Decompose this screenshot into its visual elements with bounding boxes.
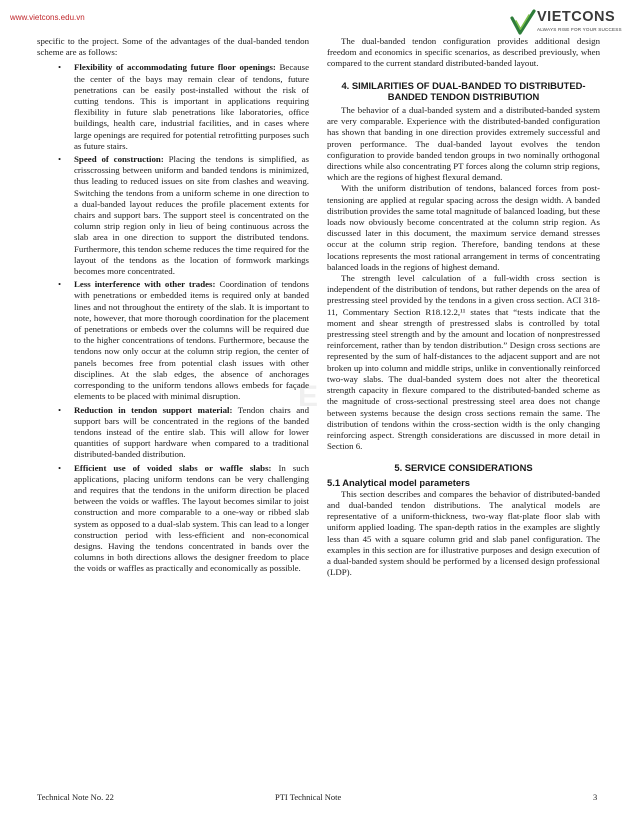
logo-tagline: ALWAYS RISE FOR YOUR SUCCESS xyxy=(537,27,622,32)
bullet-text: Because the center of the bays may remain clear of tendons, future penetrations can be easily post-installed without the risk of cutting tendons. This is important in applications requiring flexibility in future slab penetrations like laboratories, office buildings, health care, industrial facilities, and in cases where large openings are required for potential retrofitting purposes such as future stairs. xyxy=(74,62,309,151)
logo-name: VIETCONS xyxy=(537,9,616,25)
bullet-text: Coordination of tendons with penetrations or embedded items is required only at banded lines and not throughout the entirety of the slab. It is important to note, however, that more thorough coordination for the placement of penetrations or embeds over the columns will be required due to the higher concentrations of tendons. Furthermore, because the tendons now only occur at the column strip region, the center of panels becomes free from potential clash issues with other disciplines. At the slab edges, the absence of anchorages corresponding to the uniform tendons allows embeds for façade elements to be placed with minimal disruption. xyxy=(74,279,309,402)
website-url[interactable]: www.vietcons.edu.vn xyxy=(10,13,85,22)
intro-paragraph: specific to the project. Some of the advantages of the dual-banded tendon scheme are as follows: xyxy=(37,36,309,58)
footer-title: PTI Technical Note xyxy=(275,792,342,802)
bullet: • xyxy=(58,404,62,415)
paragraph: This section describes and compares the behavior of distributed-banded and dual-banded tendon distributions. The analytical models are representative of a uniform-thickness, two-way flat-plate floor slab with uniform applied loading. The span-depth ratios in the examples are slightly less than 45 with a square column grid and slab panel configuration. The examples in this section are for illustrative purposes and design execution of a dual-banded system should be performed by a licensed design professional (LDP). xyxy=(327,488,600,578)
check-mark-icon xyxy=(510,8,536,38)
left-column xyxy=(37,36,309,577)
paragraph: The behavior of a dual-banded system and a distributed-banded system are very comparable. Experience with the distributed-banded configuration has shown that banding in one direction provides extremely successful and proven performance. The dual-banded layout evolves the tendon configuration to provide banded tendon groups in two nominally orthogonal directions while also concentrating PT forces along the column strip regions, which are the regions of highest flexural demand. xyxy=(327,105,600,183)
right-column xyxy=(327,36,600,578)
bullet-text: Placing the tendons is simplified, as crisscrossing between uniform and banded tendons is minimized, thus leading to reduced issues on site from clashes and weaving. Switching the tendons from a uniform scheme in one direction to a dual-banded layout reduces the profile placement extents for chairs and support bars. The support steel is concentrated on the column strip region only in lieu of being continuous across the slab area in one direction to support the distributed tendons. Furthermore, this tendon scheme reduces the time required for the layout of the tendons as the location of formwork markings becomes more concentrated. xyxy=(74,154,309,277)
footer-note-number: Technical Note No. 22 xyxy=(37,792,114,802)
bullet: • xyxy=(58,154,62,165)
section-4-heading: 4. SIMILARITIES OF DUAL-BANDED TO DISTRIBUTED-BANDED TENDON DISTRIBUTION xyxy=(341,79,586,102)
list-item xyxy=(37,154,309,277)
bullet-text: Tendon chairs and support bars will be concentrated in the regions of the banded tendons instead of the entire slab. This will allow for lower quantities of support hardware when compared to a traditional distributed-banded distribution. xyxy=(74,404,309,460)
bullet: • xyxy=(58,62,62,73)
paragraph: The dual-banded tendon configuration provides additional design freedom and economics in specific scenarios, as described previously, when compared to the current standard distributed-banded layout. xyxy=(327,36,600,69)
bullet-text: In such applications, placing uniform tendons can be very challenging and requires that the tendons in the uniform direction be placed between the voids or waffles. The layout becomes similar to joist construction and more comparable to a one-way or ribbed slab system as opposed to a dual-slab system. This can lead to a longer construction period with less-efficient and non-economical designs. Having the tendons concentrated in bands over the columns in both directions allows the designer freedom to place the voids or waffles as practically and economically as possible. xyxy=(74,462,309,574)
bullet-lead: Flexibility of accommodating future floor openings: xyxy=(74,62,276,73)
list-item xyxy=(37,463,309,575)
paragraph: The strength level calculation of a full-width cross section is independent of the distribution of tendons, but rather depends on the area of prestressing steel provided by the tendons in a given cross section. ACI 318-11, Commentary Section R18.12.2,¹¹ states that “tests indicate that the moment and shear strength of prestressed slabs is controlled by total prestressing steel strength and by the amount and location of nonprestressed reinforcement, rather than by tendon distribution.” Design cross sections are represented by the sum of half-distances to the adjacent support and are not broken up into column and middle strips, unlike in conventionally reinforced two-way slabs. The dual-banded system does not alter the theoretical strength capacity in flexure compared to the distributed-banded scheme as the magnitude of cross-sectional prestressing steel area does not change between systems because the design cross sections remain the same. The distribution of tendons within the cross-section width is the only changing reinforcing aspect. Strength considerations are discussed in more detail in Section 6. xyxy=(327,273,600,452)
section-5-1-heading: 5.1 Analytical model parameters xyxy=(327,476,470,488)
paragraph: With the uniform distribution of tendons, balanced forces from post-tensioning are applied at regular spacing across the design width. A banded distribution provides the same total magnitude of balanced loading, but these loads now obviously become concentrated at the column strip region. As discussed later in this document, the maximum service demand stresses occur at the column strip region. Therefore, banding tendons at these locations represents the most rational arrangement in terms of concentrating balanced loads in the regions of highest demand. xyxy=(327,183,600,272)
list-item xyxy=(37,62,309,152)
advantages-list xyxy=(37,62,309,574)
bullet-lead: Efficient use of voided slabs or waffle slabs: xyxy=(74,462,272,473)
bullet-lead: Reduction in tendon support material: xyxy=(74,404,233,415)
page-number: 3 xyxy=(593,792,598,802)
bullet: • xyxy=(58,462,62,473)
list-item xyxy=(37,279,309,402)
bullet-lead: Less interference with other trades: xyxy=(74,279,216,290)
list-item xyxy=(37,405,309,461)
bullet: • xyxy=(58,279,62,290)
section-5-heading: 5. SERVICE CONSIDERATIONS xyxy=(394,462,533,474)
bullet-lead: Speed of construction: xyxy=(74,154,164,165)
watermark: E xyxy=(298,380,319,413)
